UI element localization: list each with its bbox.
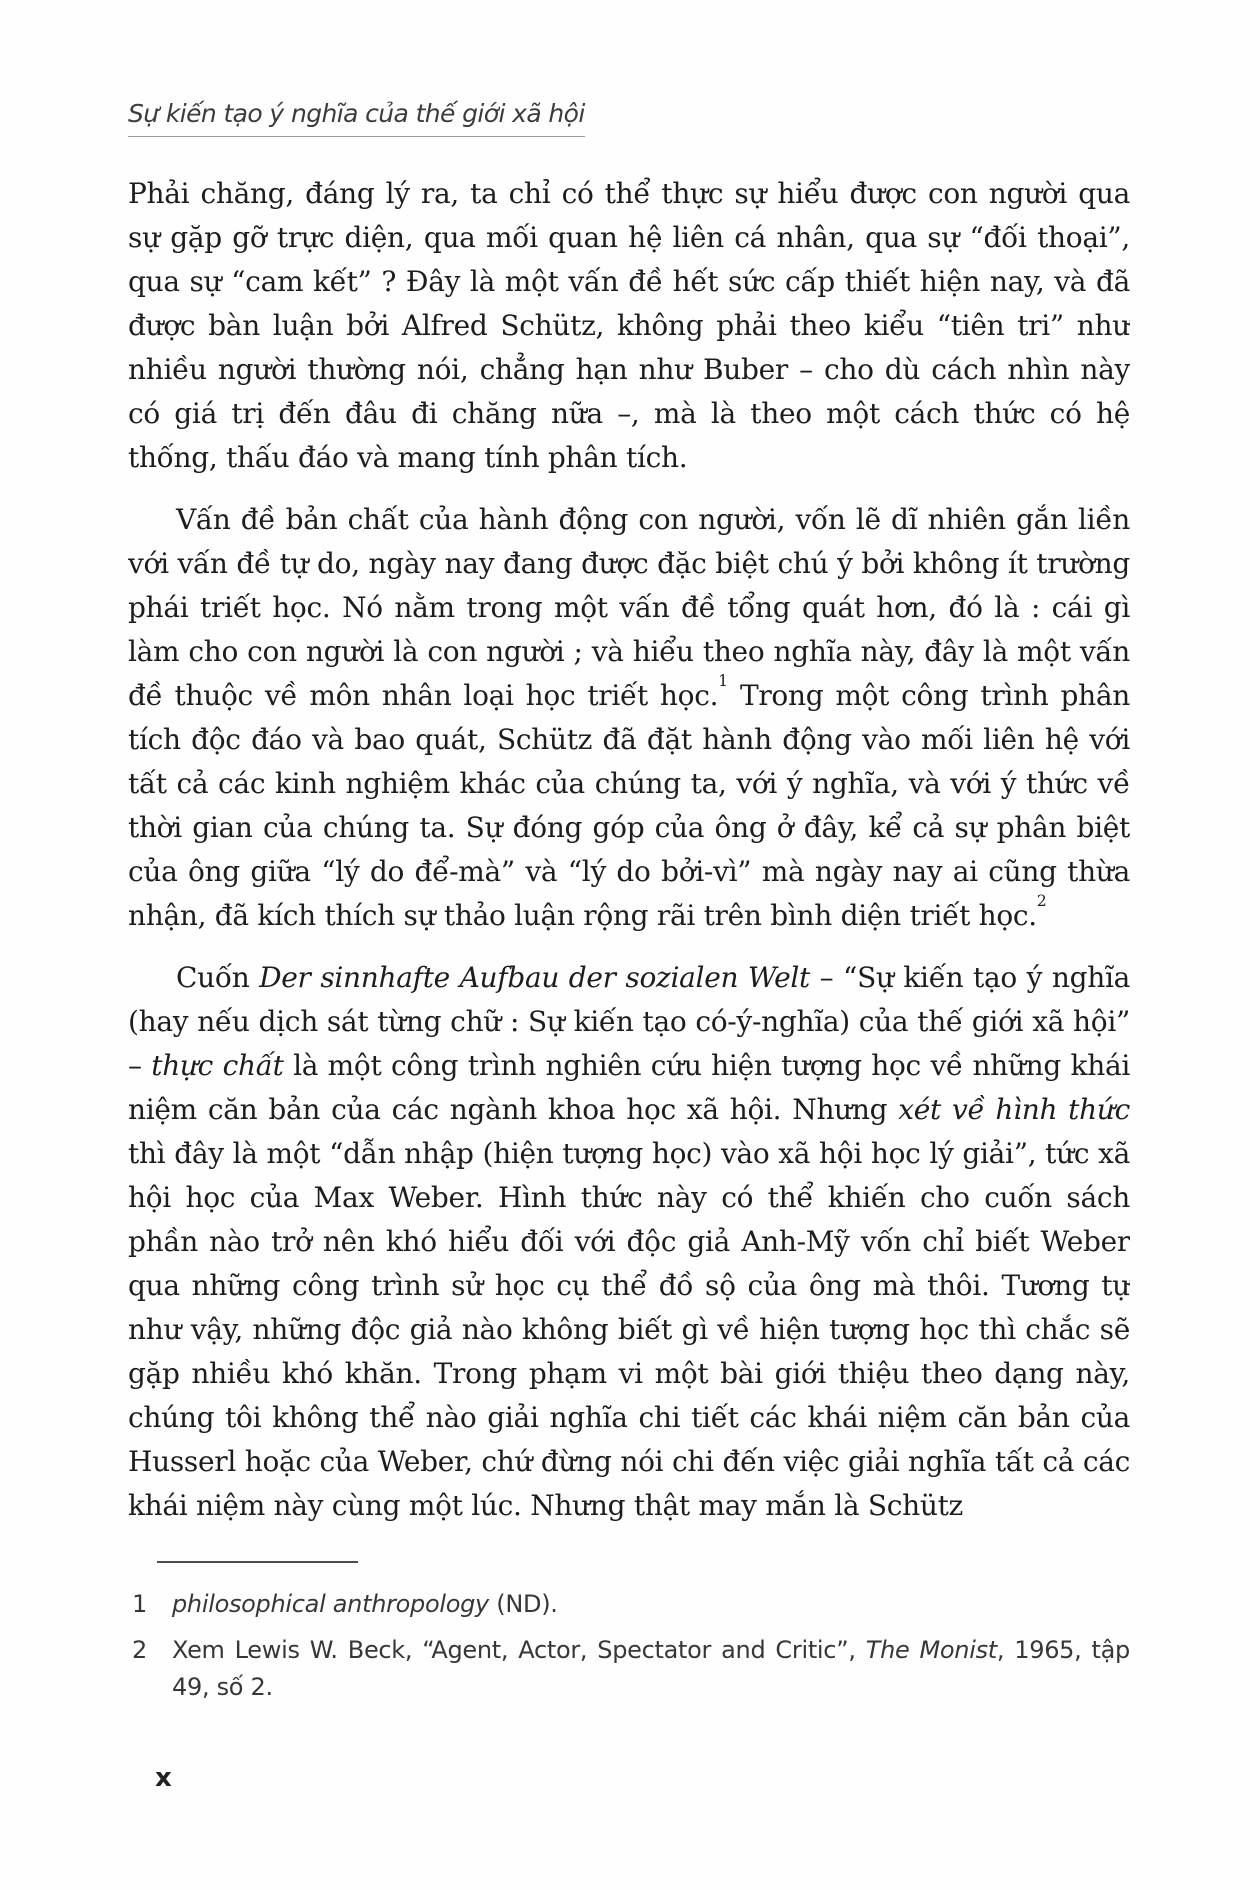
running-head-title: Sự kiến tạo ý nghĩa của thế giới xã hội (128, 99, 585, 137)
footnote-text (172, 1590, 558, 1618)
footnote-separator-rule (157, 1561, 358, 1563)
paragraph (128, 956, 1130, 1528)
footnote-number: 1 (132, 1590, 147, 1618)
footnote-reference: 1 (718, 672, 728, 691)
paragraph (128, 172, 1130, 480)
footnote-number: 2 (132, 1636, 147, 1664)
text-run: Cuốn (176, 961, 260, 994)
footnotes-section (128, 1586, 1130, 1706)
italic-text: The Monist (865, 1636, 997, 1664)
text-run: (ND). (488, 1590, 558, 1618)
body-text (128, 172, 1130, 1552)
italic-text: thực chất (151, 1049, 284, 1082)
text-run: Phải chăng, đáng lý ra, ta chỉ có thể thực sự hiểu được con người qua sự gặp gỡ trực diện, qua mối quan hệ liên cá nhân, qua sự “đối thoại”, qua sự “cam kết” ? Đây là một vấn đề hết sức cấp thiết hiện nay, và đã được bàn luận bởi Alfred Schütz, không phải theo kiểu “tiên tri” như nhiều người thường nói, chẳng hạn như Buber – cho dù cách nhìn này có giá trị đến đâu đi chăng nữa –, mà là theo một cách thức có hệ thống, thấu đáo và mang tính phân tích. (128, 177, 1130, 474)
running-head (128, 99, 585, 137)
text-run: Trong một công trình phân tích độc đáo và bao quát, Schütz đã đặt hành động vào mối liên hệ với tất cả các kinh nghiệm khác của chúng ta, với ý nghĩa, và với ý thức về thời gian của chúng ta. Sự đóng góp của ông ở đây, kể cả sự phân biệt của ông giữa “lý do để-mà” và “lý do bởi-vì” mà ngày nay ai cũng thừa nhận, đã kích thích sự thảo luận rộng rãi trên bình diện triết học. (128, 679, 1130, 932)
italic-text: xét về hình thức (898, 1093, 1130, 1126)
text-run: là một công trình nghiên cứu hiện tượng học về những khái niệm căn bản của các ngành khoa học xã hội. Nhưng (128, 1049, 1130, 1126)
text-run: – “Sự kiến tạo ý nghĩa (hay nếu dịch sát từng chữ : Sự kiến tạo có-ý-nghĩa) của thế giới xã hội” – (128, 961, 1130, 1082)
text-run: Vấn đề bản chất của hành động con người, vốn lẽ dĩ nhiên gắn liền với vấn đề tự do, ngày nay đang được đặc biệt chú ý bởi không ít trường phái triết học. Nó nằm trong một vấn đề tổng quát hơn, đó là : cái gì làm cho con người là con người ; và hiểu theo nghĩa này, đây là một vấn đề thuộc về môn nhân loại học triết học. (128, 503, 1130, 712)
text-run: thì đây là một “dẫn nhập (hiện tượng học) vào xã hội học lý giải”, tức xã hội học của Max Weber. Hình thức này có thể khiến cho cuốn sách phần nào trở nên khó hiểu đối với độc giả Anh-Mỹ vốn chỉ biết Weber qua những công trình sử học cụ thể đồ sộ của ông mà thôi. Tương tự như vậy, những độc giả nào không biết gì về hiện tượng học thì chắc sẽ gặp nhiều khó khăn. Trong phạm vi một bài giới thiệu theo dạng này, chúng tôi không thể nào giải nghĩa chi tiết các khái niệm căn bản của Husserl hoặc của Weber, chứ đừng nói chi đến việc giải nghĩa tất cả các khái niệm này cùng một lúc. Nhưng thật may mắn là Schütz (128, 1137, 1130, 1522)
page-number: x (155, 1763, 172, 1793)
italic-text: Der sinnhafte Aufbau der sozialen Welt (259, 961, 810, 994)
text-run: Xem Lewis W. Beck, “Agent, Actor, Spectator and Critic”, (172, 1636, 866, 1664)
text-run: , 1965, tập 49, số 2. (172, 1636, 1130, 1701)
italic-text: philosophical anthropology (172, 1590, 489, 1618)
footnote (128, 1586, 1130, 1623)
paragraph (128, 498, 1130, 938)
footnote-reference: 2 (1036, 892, 1047, 911)
footnote-text (172, 1636, 1130, 1701)
footnote (128, 1632, 1130, 1706)
